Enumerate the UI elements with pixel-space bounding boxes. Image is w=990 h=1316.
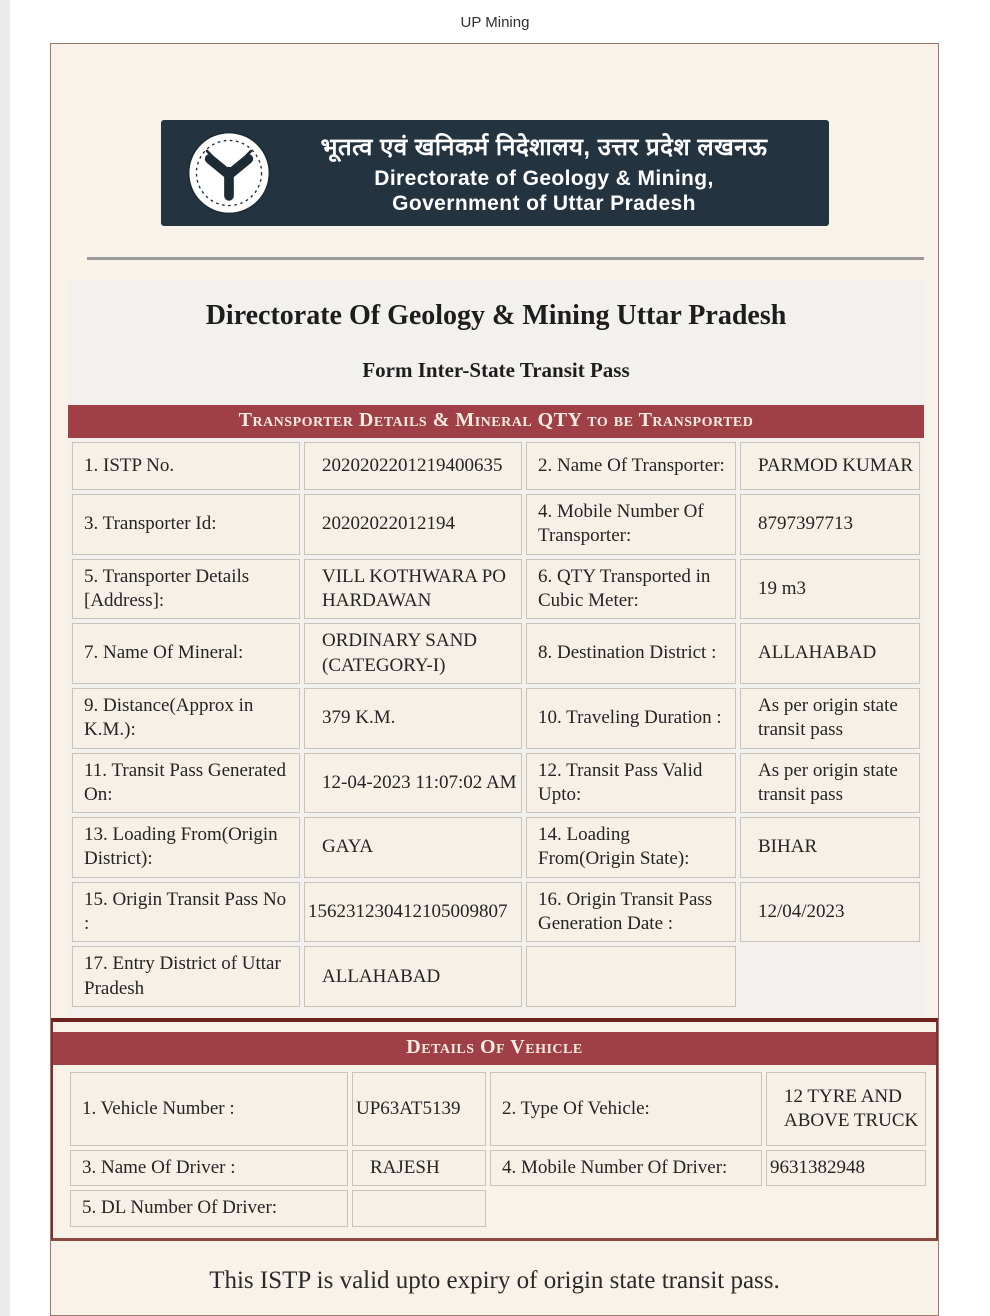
- validity-note: This ISTP is valid upto expiry of origin state transit pass.: [209, 1266, 780, 1294]
- field-label: 16. Origin Transit Pass Generation Date :: [526, 882, 736, 943]
- field-value: 20202022012194: [304, 494, 522, 555]
- field-label: 2. Type Of Vehicle:: [490, 1072, 762, 1146]
- field-value: 156231230412105009807: [304, 882, 522, 943]
- banner-title-hindi: भूतत्व एवं खनिकर्म निदेशालय, उत्तर प्रदेश लखनऊ: [320, 134, 768, 162]
- up-emblem-icon: [185, 129, 273, 217]
- vehicle-section-header: Details Of Vehicle: [53, 1032, 936, 1065]
- field-value-empty: [526, 946, 736, 1007]
- table-row: [72, 688, 920, 749]
- field-label: 5. Transporter Details [Address]:: [72, 559, 300, 620]
- empty-cell: [490, 1190, 762, 1226]
- empty-cell: [766, 1190, 926, 1226]
- field-value: GAYA: [304, 817, 522, 878]
- form-subtitle: Form Inter-State Transit Pass: [362, 358, 630, 382]
- field-label: 11. Transit Pass Generated On:: [72, 753, 300, 814]
- transporter-section-header: Transporter Details & Mineral QTY to be Transported: [68, 405, 924, 438]
- field-value: UP63AT5139: [352, 1072, 486, 1146]
- empty-cell: [740, 946, 920, 1007]
- table-row: [72, 442, 920, 490]
- field-value: VILL KOTHWARA PO HARDAWAN: [304, 559, 522, 620]
- table-row: [72, 494, 920, 555]
- app-title: UP Mining: [460, 14, 530, 31]
- field-value: 2020202201219400635: [304, 442, 522, 490]
- field-value: 12-04-2023 11:07:02 AM: [304, 753, 522, 814]
- page-edge-strip: [0, 0, 10, 1316]
- field-label: 4. Mobile Number Of Driver:: [490, 1150, 762, 1186]
- transporter-table: [68, 438, 924, 1011]
- field-label: 7. Name Of Mineral:: [72, 623, 300, 684]
- field-label: 13. Loading From(Origin District):: [72, 817, 300, 878]
- field-label: 9. Distance(Approx in K.M.):: [72, 688, 300, 749]
- field-value: BIHAR: [740, 817, 920, 878]
- field-label: 12. Transit Pass Valid Upto:: [526, 753, 736, 814]
- field-value: As per origin state transit pass: [740, 753, 920, 814]
- field-label: 6. QTY Transported in Cubic Meter:: [526, 559, 736, 620]
- field-value: 8797397713: [740, 494, 920, 555]
- field-value: As per origin state transit pass: [740, 688, 920, 749]
- field-value: 12 TYRE AND ABOVE TRUCK: [766, 1072, 926, 1146]
- table-row: [72, 623, 920, 684]
- banner-title-english-2: Government of Uttar Pradesh: [392, 191, 696, 215]
- field-value: PARMOD KUMAR: [740, 442, 920, 490]
- table-row: [72, 753, 920, 814]
- table-row: [72, 882, 920, 943]
- field-label: 3. Transporter Id:: [72, 494, 300, 555]
- table-row: [70, 1150, 926, 1186]
- field-value: 12/04/2023: [740, 882, 920, 943]
- field-label: 3. Name Of Driver :: [70, 1150, 348, 1186]
- field-label: 17. Entry District of Uttar Pradesh: [72, 946, 300, 1007]
- page-title: Directorate Of Geology & Mining Uttar Pradesh: [205, 300, 787, 331]
- field-value: [352, 1190, 486, 1226]
- field-label: 1. Vehicle Number :: [70, 1072, 348, 1146]
- field-label: 8. Destination District :: [526, 623, 736, 684]
- field-value: ORDINARY SAND (CATEGORY-I): [304, 623, 522, 684]
- table-row: [72, 817, 920, 878]
- field-label: 4. Mobile Number Of Transporter:: [526, 494, 736, 555]
- field-value: 19 m3: [740, 559, 920, 620]
- vehicle-section: [51, 1018, 938, 1241]
- vehicle-table: [66, 1068, 930, 1231]
- field-value: ALLAHABAD: [304, 946, 522, 1007]
- transporter-panel: [68, 280, 924, 1017]
- field-label: 1. ISTP No.: [72, 442, 300, 490]
- document-card: [50, 43, 939, 1316]
- section-divider: [87, 257, 924, 260]
- header-banner: [161, 120, 829, 226]
- field-value: 9631382948: [766, 1150, 926, 1186]
- field-label: 10. Traveling Duration :: [526, 688, 736, 749]
- table-row: [72, 946, 920, 1007]
- table-row: [70, 1190, 926, 1226]
- banner-title-english-1: Directorate of Geology & Mining,: [374, 167, 714, 191]
- field-label: 2. Name Of Transporter:: [526, 442, 736, 490]
- field-label: 14. Loading From(Origin State):: [526, 817, 736, 878]
- table-row: [70, 1072, 926, 1146]
- field-label: 15. Origin Transit Pass No :: [72, 882, 300, 943]
- field-value: 379 K.M.: [304, 688, 522, 749]
- field-value: RAJESH: [352, 1150, 486, 1186]
- field-value: ALLAHABAD: [740, 623, 920, 684]
- table-row: [72, 559, 920, 620]
- field-label: 5. DL Number Of Driver:: [70, 1190, 348, 1226]
